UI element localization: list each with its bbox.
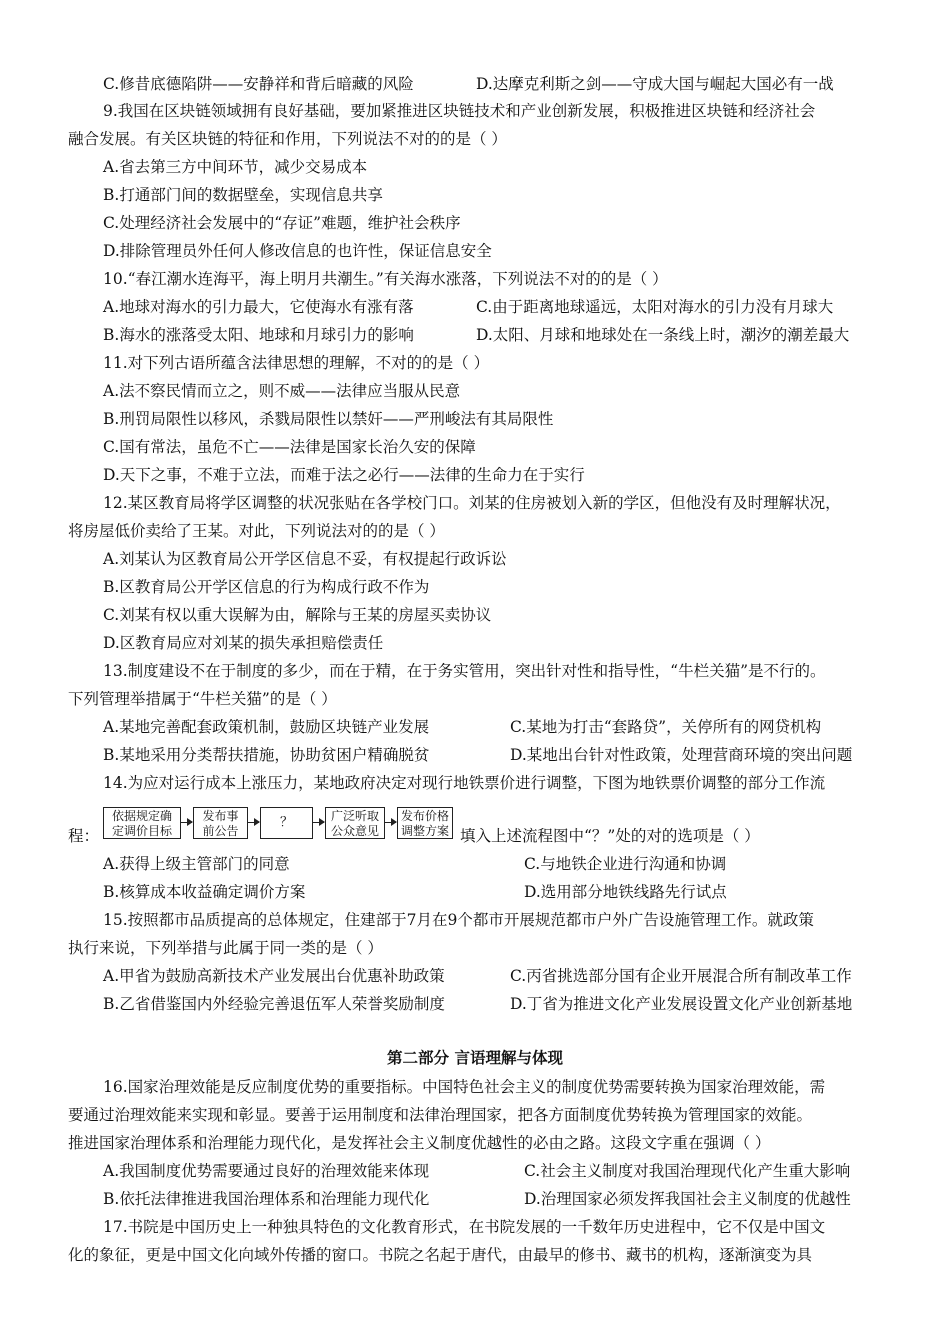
flow-arrow-3 [313,822,324,823]
q13-stem-line2: 下列管理举措属于“牛栏关猫”的是（ ） [68,690,337,708]
q14-option-b: B.核算成本收益确定调价方案 [103,883,306,901]
q15-option-c: C.丙省挑选部分国有企业开展混合所有制改革工作 [510,967,852,985]
q11-option-d: D.天下之事，不难于立法，而难于法之必行——法律的生命力在于实行 [103,466,585,484]
q9-option-a: A.省去第三方中间环节，减少交易成本 [103,158,368,176]
flow-step-5-line1: 发布价格 [400,809,449,823]
q14-stem-line2-prefix: 程： [68,827,100,845]
q12-option-d: D.区教育局应对刘某的损失承担赔偿责任 [103,634,384,652]
q16-stem-line1: 16.国家治理效能是反应制度优势的重要指标。中国特色社会主义的制度优势需要转换为国家治理效能，需 [103,1078,826,1096]
q10-stem: 10.“春江潮水连海平，海上明月共潮生。”有关海水涨落，下列说法不对的的是（ ） [103,270,668,288]
q15-option-b: B.乙省借鉴国内外经验完善退伍军人荣誉奖励制度 [103,995,445,1013]
q13-option-a: A.某地完善配套政策机制，鼓励区块链产业发展 [103,718,430,736]
flow-step-4 [325,807,385,839]
flow-arrow-2 [248,822,259,823]
q16-option-a: A.我国制度优势需要通过良好的治理效能来体现 [103,1162,430,1180]
q13-option-c: C.某地为打击“套路贷”，关停所有的网贷机构 [510,718,822,736]
q13-option-d: D.某地出台针对性政策，处理营商环境的突出问题 [510,746,853,764]
q12-option-c: C.刘某有权以重大误解为由，解除与王某的房屋买卖协议 [103,606,492,624]
q14-option-d: D.选用部分地铁线路先行试点 [524,883,727,901]
flow-step-1 [103,807,181,839]
q17-stem-line2: 化的象征，更是中国文化向域外传播的窗口。书院之名起于唐代，由最早的修书、藏书的机构，逐渐演变为具 [68,1246,813,1264]
q14-option-a: A.获得上级主管部门的同意 [103,855,290,873]
q9-option-b: B.打通部门间的数据壁垒，实现信息共享 [103,186,383,204]
q11-option-a: A.法不察民情而立之，则不威——法律应当服从民意 [103,382,461,400]
q8-option-d: D.达摩克利斯之剑——守成大国与崛起大国必有一战 [476,75,834,93]
q9-option-d: D.排除管理员外任何人修改信息的也许性，保证信息安全 [103,242,492,260]
q12-stem-line2: 将房屋低价卖给了王某。对此，下列说法对的的是（ ） [68,522,445,540]
q12-option-b: B.区教育局公开学区信息的行为构成行政不作为 [103,578,430,596]
flow-step-3-unknown: ？ [260,807,313,839]
q14-stem-line1: 14.为应对运行成本上涨压力，某地政府决定对现行地铁票价进行调整，下图为地铁票价调整的部分工作流 [103,774,826,792]
flow-step-2-line2: 前公告 [202,824,239,838]
q13-option-b: B.某地采用分类帮扶措施，协助贫困户精确脱贫 [103,746,430,764]
flow-step-5-line2: 调整方案 [400,824,449,838]
q16-stem-line2: 要通过治理效能来实现和彰显。要善于运用制度和法律治理国家，把各方面制度优势转换为管理国家的效能。 [68,1106,813,1124]
flow-step-2-line1: 发布事 [202,809,239,823]
q10-option-c: C.由于距离地球遥远，太阳对海水的引力没有月球大 [476,298,834,316]
q16-stem-line3: 推进国家治理体系和治理能力现代化，是发挥社会主义制度优越性的必由之路。这段文字重在强调（ ） [68,1134,771,1152]
flow-step-1-line1: 依据规定确 [111,809,172,823]
q14-stem-line2-suffix: 填入上述流程图中“？”处的对的选项是（ ） [460,827,760,845]
q15-stem-line1: 15.按照都市品质提高的总体规定，住建部于7月在9个都市开展规范都市户外广告设施管理工作。就政策 [103,911,814,929]
q15-option-d: D.丁省为推进文化产业发展设置文化产业创新基地 [510,995,853,1013]
q9-stem-line1: 9.我国在区块链领域拥有良好基础，要加紧推进区块链技术和产业创新发展，积极推进区块链和经济社会 [103,102,816,120]
fare-adjustment-flowchart [103,807,453,843]
q14-option-c: C.与地铁企业进行沟通和协调 [524,855,727,873]
q15-option-a: A.甲省为鼓励高新技术产业发展出台优惠补助政策 [103,967,445,985]
flow-step-4-line2: 公众意见 [330,824,379,838]
q8-option-c: C.修昔底德陷阱——安静祥和背后暗藏的风险 [103,75,414,93]
q11-option-c: C.国有常法，虽危不亡——法律是国家长治久安的保障 [103,438,476,456]
q11-option-b: B.刑罚局限性以移风，杀戮局限性以禁奸——严刑峻法有其局限性 [103,410,554,428]
flow-step-1-line2: 定调价目标 [111,824,172,838]
flow-step-5 [397,807,453,839]
q16-option-d: D.治理国家必须发挥我国社会主义制度的优越性 [524,1190,851,1208]
flow-step-4-line1: 广泛听取 [330,809,379,823]
q9-option-c: C.处理经济社会发展中的“存证”难题，维护社会秩序 [103,214,461,232]
flow-step-2 [193,807,248,839]
q16-option-b: B.依托法律推进我国治理体系和治理能力现代化 [103,1190,430,1208]
flow-arrow-4 [385,822,396,823]
q11-stem: 11.对下列古语所蕴含法律思想的理解，不对的的是（ ） [103,354,490,372]
q15-stem-line2: 执行来说，下列举措与此属于同一类的是（ ） [68,939,383,957]
q17-stem-line1: 17.书院是中国历史上一种独具特色的文化教育形式，在书院发展的一千数年历史进程中，它不仅是中国文 [103,1218,826,1236]
q16-option-c: C.社会主义制度对我国治理现代化产生重大影响 [524,1162,851,1180]
q10-option-b: B.海水的涨落受太阳、地球和月球引力的影响 [103,326,414,344]
q10-option-a: A.地球对海水的引力最大，它使海水有涨有落 [103,298,414,316]
section-2-title: 第二部分 言语理解与体现 [387,1048,563,1067]
q12-stem-line1: 12.某区教育局将学区调整的状况张贴在各学校门口。刘某的住房被划入新的学区，但他没有及时理解状况， [103,494,841,512]
q12-option-a: A.刘某认为区教育局公开学区信息不妥，有权提起行政诉讼 [103,550,507,568]
q13-stem-line1: 13.制度建设不在于制度的多少，而在于精，在于务实管用，突出针对性和指导性，“牛栏关猫”是不行的。 [103,662,826,680]
flow-arrow-1 [181,822,192,823]
q10-option-d: D.太阳、月球和地球处在一条线上时，潮汐的潮差最大 [476,326,850,344]
q9-stem-line2: 融合发展。有关区块链的特征和作用，下列说法不对的的是（ ） [68,130,507,148]
